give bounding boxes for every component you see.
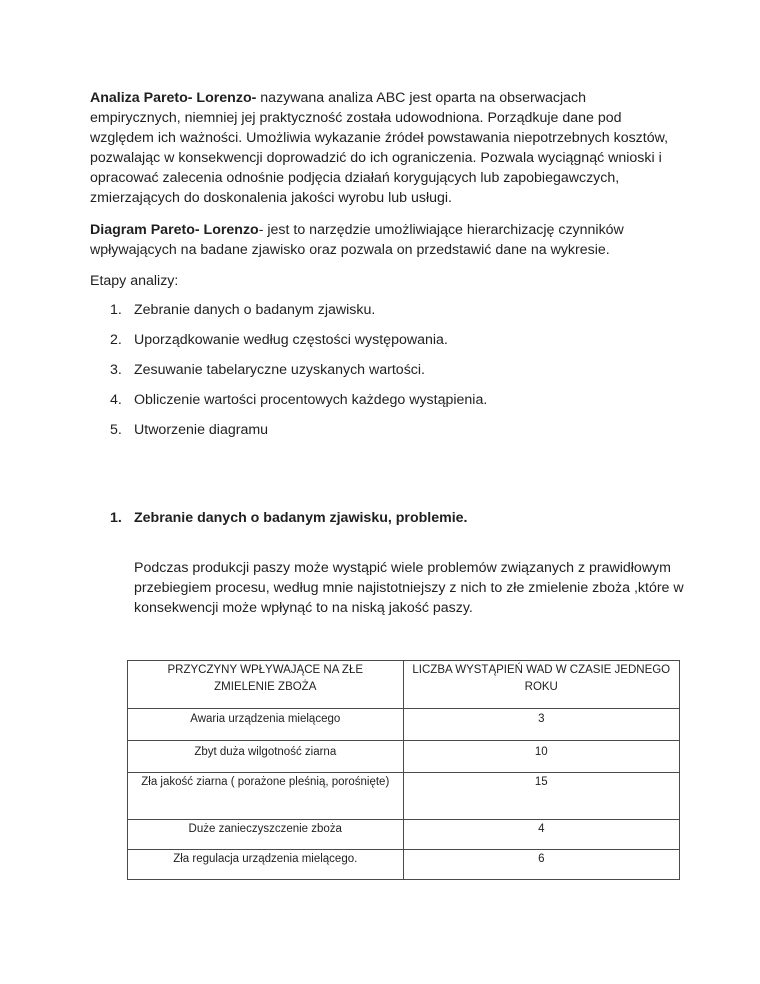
count-cell: 3 [403,709,679,741]
stage-text: Uporządkowanie według częstości występowania. [134,332,448,348]
stage-number: 1. [110,302,122,318]
defects-table [127,660,680,880]
stage-item [110,300,487,330]
cause-cell: Zła jakość ziarna ( porażone pleśnią, porośnięte) [128,773,404,820]
stage-text: Obliczenie wartości procentowych każdego wystąpienia. [134,392,488,408]
term-pareto-diagram: Diagram Pareto- Lorenzo [90,222,259,238]
count-cell: 4 [403,820,679,850]
term-pareto-analysis: Analiza Pareto- Lorenzo- [90,90,257,106]
stage-text: Utworzenie diagramu [134,422,269,438]
stage-number: 3. [110,362,122,378]
table-header-count: LICZBA WYSTĄPIEŃ WAD W CZASIE JEDNEGO ROKU [403,661,679,709]
stage-number: 2. [110,332,122,348]
stage-item [110,360,487,390]
table-row [128,741,680,773]
paragraph-pareto-diagram-text: - jest to narzędzie umożliwiające hierarchizację czynników wpływających na badane zjawisko oraz pozwala on przedstawić dane na wykresie. [90,222,624,258]
cause-cell: Duże zanieczyszczenie zboża [128,820,404,850]
cause-cell: Zła regulacja urządzenia mielącego. [128,850,404,880]
table-header-row [128,661,680,709]
stage-text: Zesuwanie tabelaryczne uzyskanych wartości. [134,362,425,378]
count-cell: 15 [403,773,679,820]
stage-number: 5. [110,422,122,438]
table-row [128,709,680,741]
stages-title: Etapy analizy: [90,273,179,289]
cause-cell: Zbyt duża wilgotność ziarna [128,741,404,773]
paragraph-pareto-diagram [90,220,680,260]
table-row [128,773,680,820]
section-title: Zebranie danych o badanym zjawisku, problemie. [134,510,468,526]
cause-cell: Awaria urządzenia mielącego [128,709,404,741]
stages-list [110,300,487,450]
stage-item [110,330,487,360]
table-row [128,850,680,880]
section-intro: Podczas produkcji paszy może wystąpić wiele problemów związanych z prawidłowym przebiegiem procesu, według mnie najistotniejszy z nich to złe zmielenie zboża ,które w konsekwencji może wpłynąć to na niską jakość paszy. [134,560,684,616]
stage-text: Zebranie danych o badanym zjawisku. [134,302,376,318]
count-cell: 10 [403,741,679,773]
section-number: 1. [110,510,122,526]
table-header-causes: PRZYCZYNY WPŁYWAJĄCE NA ZŁE ZMIELENIE ZBOŻA [128,661,404,709]
paragraph-pareto-analysis-text: nazywana analiza ABC jest oparta na obserwacjach empirycznych, niemniej jej praktyczność została udowodniona. Porządkuje dane pod względem ich ważności. Umożliwia wykazanie źródeł powstawania niepotrzebnych kosztów, pozwalając w konsekwencji doprowadzić do ich ograniczenia. Pozwala wyciągnąć wnioski i opracować zalecenia odnośnie podjęcia działań korygujących lub zapobiegawczych, zmierzających do doskonalenia jakości wyrobu lub usługi. [90,90,669,206]
stage-item [110,420,487,450]
stage-item [110,390,487,420]
count-cell: 6 [403,850,679,880]
table-row [128,820,680,850]
paragraph-pareto-analysis [90,88,680,208]
section-heading [110,508,468,528]
stage-number: 4. [110,392,122,408]
